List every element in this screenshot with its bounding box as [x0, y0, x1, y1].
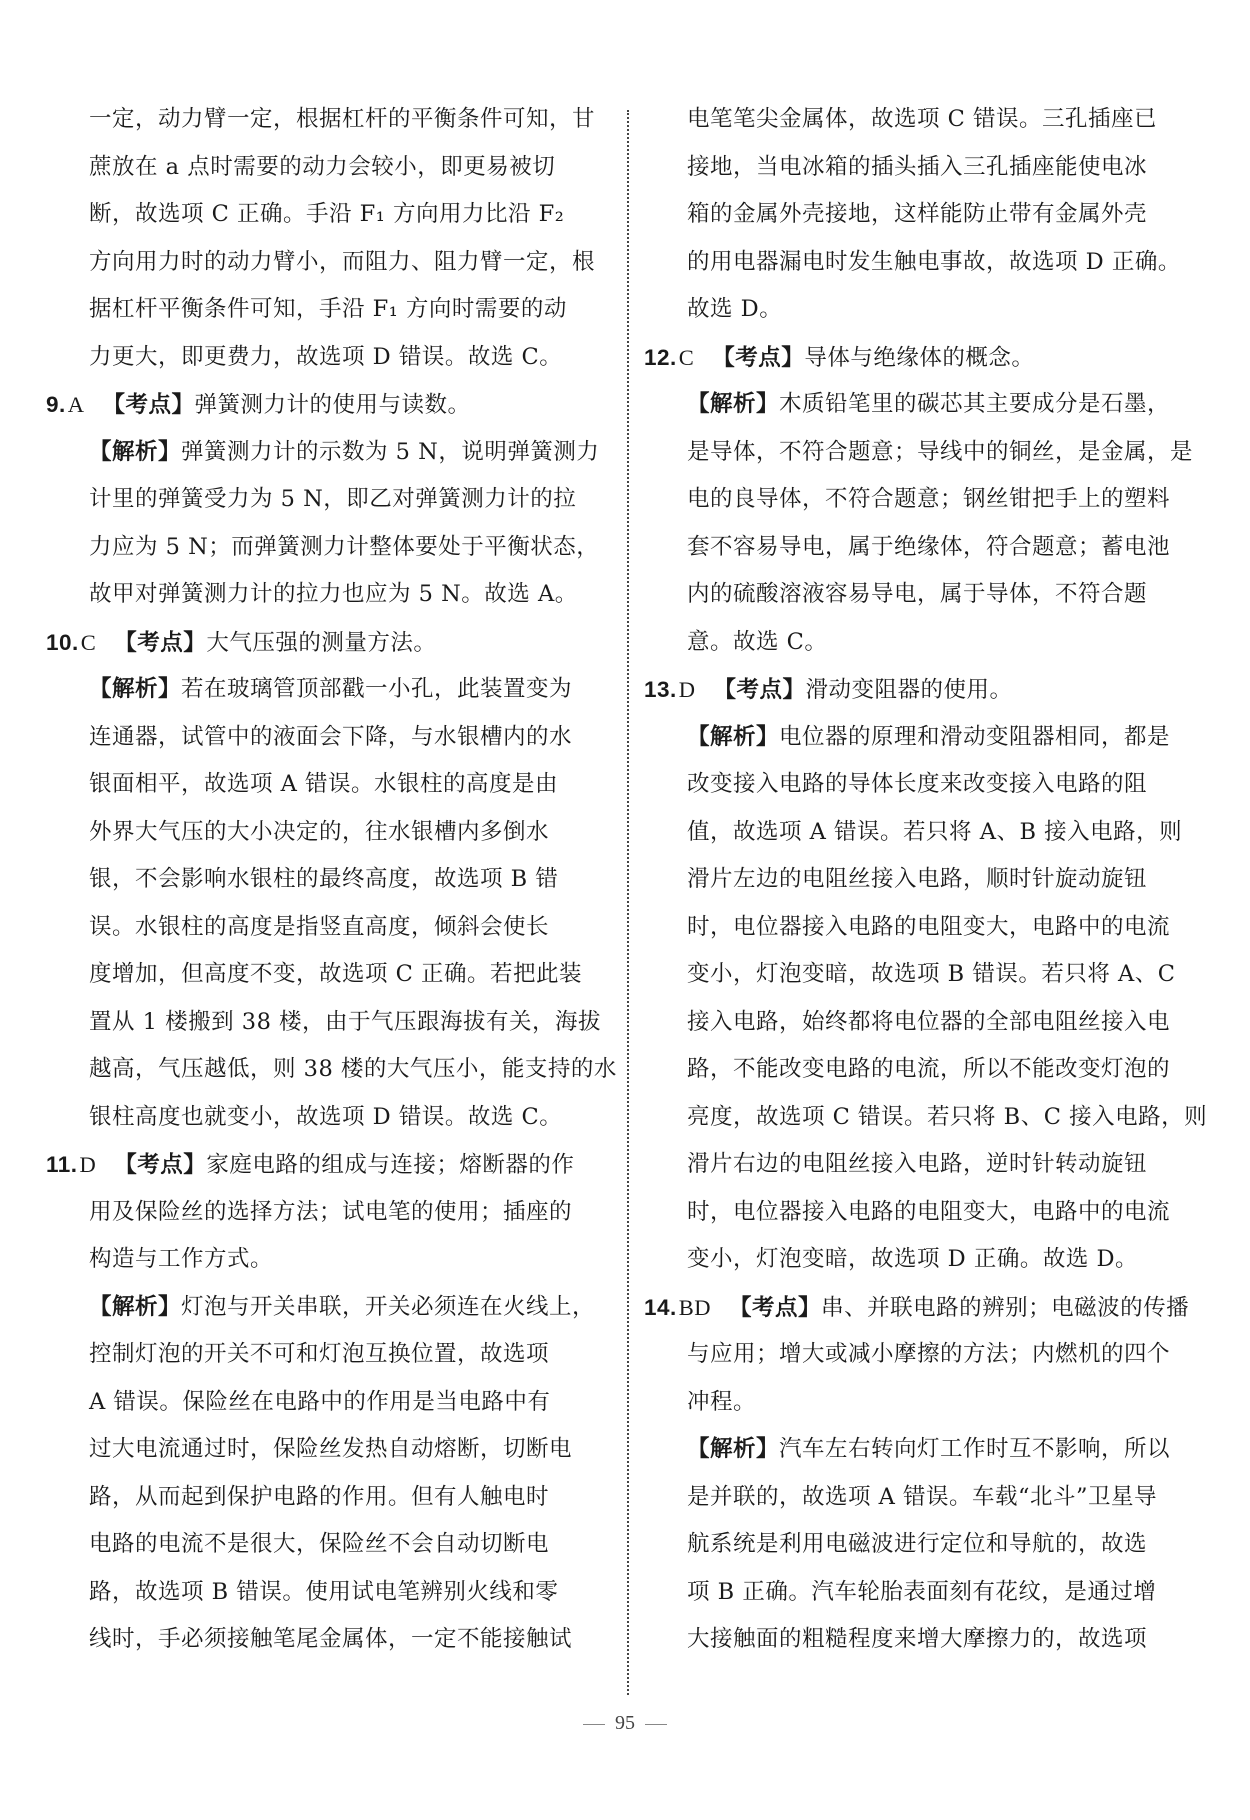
- text-line: [46, 951, 612, 999]
- line-text: 线时，手必须接触笔尾金属体，一定不能接触试: [89, 1626, 573, 1652]
- line-text: 木质铅笔里的碳芯其主要成分是石墨，: [779, 391, 1171, 417]
- text-line: [644, 191, 1210, 239]
- line-text: 电位器的原理和滑动变阻器相同，都是: [779, 723, 1171, 750]
- line-text: 大气压强的测量方法。: [206, 629, 437, 656]
- analysis-line: [46, 1284, 612, 1332]
- question-number: 13.: [644, 677, 677, 702]
- line-text: 方向用力时的动力臂小，而阻力、阻力臂一定，根: [89, 248, 596, 275]
- answer-letter: D: [79, 1152, 97, 1177]
- line-text: 电路的电流不是很大，保险丝不会自动切断电: [89, 1531, 550, 1557]
- analysis-line: [644, 714, 1210, 762]
- line-text: 银，不会影响水银柱的最终高度，故选项 B 错: [89, 866, 559, 892]
- section-tag: 【解析】: [687, 1436, 780, 1462]
- section-tag: 【解析】: [89, 438, 182, 465]
- analysis-line: [46, 429, 612, 477]
- analysis-line: [46, 666, 612, 714]
- text-line: [46, 476, 612, 524]
- question-number: 10.: [46, 629, 79, 655]
- question-line: [644, 334, 1210, 382]
- text-line: [46, 144, 612, 192]
- line-text: 项 B 正确。汽车轮胎表面刻有花纹，是通过增: [687, 1578, 1157, 1605]
- analysis-line: [644, 381, 1210, 429]
- line-text: 用及保险丝的选择方法；试电笔的使用；插座的: [89, 1198, 573, 1225]
- line-text: 路，不能改变电路的电流，所以不能改变灯泡的: [687, 1056, 1171, 1082]
- line-text: 置从 1 楼搬到 38 楼，由于气压跟海拔有关，海拔: [89, 1008, 602, 1035]
- text-line: [644, 239, 1210, 287]
- line-text: 时，电位器接入电路的电阻变大，电路中的电流: [687, 913, 1171, 940]
- text-line: [644, 1521, 1210, 1569]
- text-line: [46, 96, 612, 144]
- text-line: [46, 1189, 612, 1237]
- section-tag: 【考点】: [712, 344, 805, 371]
- left-column: [46, 96, 617, 1664]
- line-text: 的用电器漏电时发生触电事故，故选项 D 正确。: [687, 248, 1181, 275]
- line-text: 弹簧测力计的示数为 5 N，说明弹簧测力: [181, 438, 600, 465]
- line-text: 越高，气压越低，则 38 楼的大气压小，能支持的水: [89, 1056, 617, 1082]
- text-line: [644, 1236, 1210, 1284]
- text-line: [644, 476, 1210, 524]
- line-text: 与应用；增大或减小摩擦的方法；内燃机的四个: [687, 1341, 1171, 1367]
- line-text: 亮度，故选项 C 错误。若只将 B、C 接入电路，则: [687, 1103, 1208, 1130]
- question-number: 11.: [46, 1152, 78, 1177]
- section-tag: 【考点】: [114, 629, 207, 656]
- line-text: 力应为 5 N；而弹簧测力计整体要处于平衡状态，: [89, 533, 600, 560]
- text-line: [46, 1236, 612, 1284]
- section-tag: 【解析】: [89, 1293, 182, 1320]
- text-line: [644, 1474, 1210, 1522]
- line-text: 银柱高度也就变小，故选项 D 错误。故选 C。: [89, 1103, 563, 1130]
- line-text: 故选 D。: [687, 296, 783, 322]
- text-line: [46, 1569, 612, 1617]
- text-line: [644, 856, 1210, 904]
- section-tag: 【解析】: [89, 676, 182, 702]
- text-line: [46, 571, 612, 619]
- line-text: 是并联的，故选项 A 错误。车载“北斗”卫星导: [687, 1483, 1158, 1510]
- text-line: [644, 286, 1210, 334]
- line-text: 家庭电路的组成与连接；熔断器的作: [206, 1152, 575, 1178]
- text-line: [644, 1046, 1210, 1094]
- text-line: [46, 714, 612, 762]
- line-text: 若在玻璃管顶部戳一小孔，此装置变为: [181, 676, 573, 702]
- text-line: [46, 1521, 612, 1569]
- line-text: 导体与绝缘体的概念。: [804, 344, 1035, 371]
- section-tag: 【解析】: [687, 723, 780, 750]
- question-number: 14.: [644, 1294, 677, 1320]
- text-line: [644, 761, 1210, 809]
- answer-letter: BD: [678, 1294, 712, 1320]
- text-line: [46, 334, 612, 382]
- question-number: 12.: [644, 344, 677, 370]
- line-text: 断，故选项 C 正确。手沿 F₁ 方向用力比沿 F₂: [89, 201, 565, 227]
- text-line: [644, 1379, 1210, 1427]
- analysis-line: [644, 1426, 1210, 1474]
- line-text: 外界大气压的大小决定的，往水银槽内多倒水: [89, 818, 550, 845]
- text-line: [46, 1331, 612, 1379]
- line-text: 电的良导体，不符合题意；钢丝钳把手上的塑料: [687, 486, 1171, 512]
- line-text: 箱的金属外壳接地，这样能防止带有金属外壳: [687, 201, 1148, 227]
- line-text: 电笔笔尖金属体，故选项 C 错误。三孔插座已: [687, 106, 1158, 132]
- line-text: 路，从而起到保护电路的作用。但有人触电时: [89, 1483, 550, 1510]
- text-line: [46, 191, 612, 239]
- text-line: [46, 856, 612, 904]
- text-line: [644, 809, 1210, 857]
- page-footer: [0, 1712, 1250, 1735]
- line-text: 一定，动力臂一定，根据杠杆的平衡条件可知，甘: [89, 106, 596, 132]
- line-text: 据杠杆平衡条件可知，手沿 F₁ 方向时需要的动: [89, 296, 567, 322]
- text-line: [46, 904, 612, 952]
- answer-letter: A: [67, 392, 85, 417]
- text-line: [644, 1141, 1210, 1189]
- right-column: [644, 96, 1210, 1664]
- line-text: 误。水银柱的高度是指竖直高度，倾斜会使长: [89, 913, 550, 940]
- line-text: 力更大，即更费力，故选项 D 错误。故选 C。: [89, 343, 563, 370]
- line-text: 值，故选项 A 错误。若只将 A、B 接入电路，则: [687, 818, 1183, 845]
- text-line: [46, 1379, 612, 1427]
- line-text: 度增加，但高度不变，故选项 C 正确。若把此装: [89, 961, 583, 987]
- line-text: 蔗放在 a 点时需要的动力会较小，即更易被切: [89, 153, 556, 180]
- text-line: [644, 144, 1210, 192]
- question-line: [644, 1284, 1210, 1332]
- text-line: [644, 619, 1210, 667]
- answer-letter: D: [678, 677, 696, 702]
- footer-dash-left: [583, 1724, 605, 1725]
- line-text: 滑片左边的电阻丝接入电路，顺时针旋动旋钮: [687, 866, 1148, 892]
- line-text: 是导体，不符合题意；导线中的铜丝，是金属，是: [687, 438, 1194, 465]
- line-text: 大接触面的粗糙程度来增大摩擦力的，故选项: [687, 1626, 1148, 1652]
- line-text: 接入电路，始终都将电位器的全部电阻丝接入电: [687, 1008, 1171, 1035]
- text-line: [46, 286, 612, 334]
- section-tag: 【考点】: [114, 1152, 207, 1178]
- line-text: 改变接入电路的导体长度来改变接入电路的阻: [687, 771, 1148, 797]
- line-text: 汽车左右转向灯工作时互不影响，所以: [779, 1436, 1171, 1462]
- text-line: [46, 1474, 612, 1522]
- text-line: [46, 999, 612, 1047]
- answer-letter: C: [678, 344, 695, 370]
- line-text: 滑动变阻器的使用。: [805, 677, 1013, 703]
- section-tag: 【考点】: [102, 392, 195, 418]
- line-text: 路，故选项 B 错误。使用试电笔辨别火线和零: [89, 1578, 559, 1605]
- text-line: [644, 951, 1210, 999]
- line-text: 内的硫酸溶液容易导电，属于导体，不符合题: [687, 581, 1148, 607]
- line-text: 故甲对弹簧测力计的拉力也应为 5 N。故选 A。: [89, 581, 578, 607]
- line-text: 接地，当电冰箱的插头插入三孔插座能使电冰: [687, 153, 1148, 180]
- line-text: 套不容易导电，属于绝缘体，符合题意；蓄电池: [687, 533, 1171, 560]
- line-text: 控制灯泡的开关不可和灯泡互换位置，故选项: [89, 1341, 550, 1367]
- line-text: 计里的弹簧受力为 5 N，即乙对弹簧测力计的拉: [89, 486, 577, 512]
- section-tag: 【考点】: [729, 1294, 822, 1321]
- line-text: 构造与工作方式。: [89, 1246, 274, 1272]
- text-line: [46, 1094, 612, 1142]
- text-line: [644, 904, 1210, 952]
- line-text: 航系统是利用电磁波进行定位和导航的，故选: [687, 1531, 1148, 1557]
- line-text: 变小，灯泡变暗，故选项 B 错误。若只将 A、C: [687, 961, 1176, 987]
- text-line: [644, 1094, 1210, 1142]
- line-text: 意。故选 C。: [687, 628, 828, 655]
- line-text: 串、并联电路的辨别；电磁波的传播: [821, 1294, 1190, 1321]
- text-line: [644, 524, 1210, 572]
- question-number: 9.: [46, 392, 66, 417]
- section-tag: 【考点】: [713, 677, 806, 703]
- text-line: [644, 999, 1210, 1047]
- text-line: [46, 809, 612, 857]
- text-line: [46, 524, 612, 572]
- question-line: [644, 666, 1210, 714]
- text-line: [644, 1331, 1210, 1379]
- line-text: 银面相平，故选项 A 错误。水银柱的高度是由: [89, 771, 559, 797]
- question-line: [46, 381, 612, 429]
- text-line: [46, 1616, 612, 1664]
- page-number: 95: [615, 1712, 635, 1734]
- footer-dash-right: [645, 1724, 667, 1725]
- text-line: [46, 1426, 612, 1474]
- section-tag: 【解析】: [687, 391, 780, 417]
- line-text: 时，电位器接入电路的电阻变大，电路中的电流: [687, 1198, 1171, 1225]
- line-text: A 错误。保险丝在电路中的作用是当电路中有: [89, 1388, 551, 1415]
- line-text: 连通器，试管中的液面会下降，与水银槽内的水: [89, 723, 573, 750]
- question-line: [46, 1141, 612, 1189]
- answer-letter: C: [80, 629, 97, 655]
- text-line: [46, 1046, 617, 1094]
- text-line: [644, 571, 1210, 619]
- text-line: [644, 1569, 1210, 1617]
- text-line: [644, 96, 1210, 144]
- text-line: [46, 239, 612, 287]
- text-line: [644, 1616, 1210, 1664]
- text-line: [46, 761, 612, 809]
- column-divider: [627, 110, 629, 1695]
- question-line: [46, 619, 612, 667]
- line-text: 冲程。: [687, 1388, 757, 1415]
- text-line: [644, 1189, 1210, 1237]
- text-line: [644, 429, 1210, 477]
- line-text: 变小，灯泡变暗，故选项 D 正确。故选 D。: [687, 1246, 1139, 1272]
- line-text: 弹簧测力计的使用与读数。: [194, 392, 471, 418]
- line-text: 滑片右边的电阻丝接入电路，逆时针转动旋钮: [687, 1151, 1148, 1177]
- line-text: 灯泡与开关串联，开关必须连在火线上，: [181, 1293, 596, 1320]
- line-text: 过大电流通过时，保险丝发热自动熔断，切断电: [89, 1436, 573, 1462]
